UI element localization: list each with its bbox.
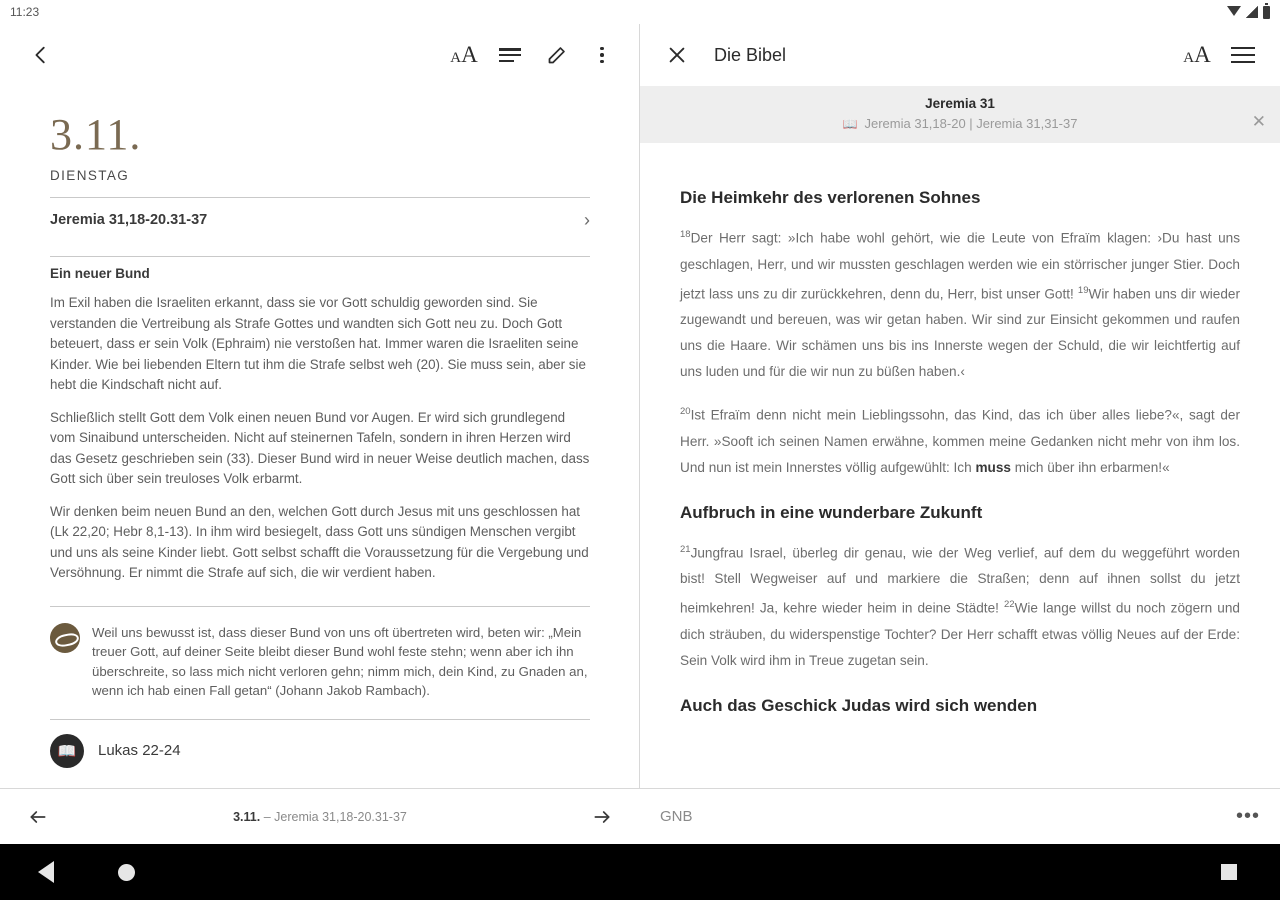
panes-container (0, 24, 1280, 844)
verse-text: Jungfrau Israel, überleg dir genau, wie der Weg verlief, auf dem du weggeführt worden bist! Stell Wegweiser auf und markiere die Straßen; denn auf ihnen sollst du jetzt heimkehren! Ja, kehre wieder heim in deine Städte! (680, 545, 1240, 616)
android-home-icon[interactable] (118, 864, 135, 881)
book-icon: 📖 (842, 116, 858, 131)
bottom-reference-label: Jeremia 31,18-20.31-37 (274, 809, 407, 824)
devotional-paragraph: Im Exil haben die Israeliten erkannt, dass sie vor Gott schuldig geworden sind. Sie verstanden die Vertreibung als Strafe Gottes und wandten sich Gott neu zu. Doch Gott beteuert, dass er sein Volk (Ephraim) nie verstoßen hat. Immer waren die Israeliten seine Kinder. Wie bei liebenden Eltern tut ihm die Strafe selbst weh (20). Sie muss sein, aber sie hebt die Kindschaft nicht auf. (50, 295, 586, 393)
bible-section-heading: Aufbruch in eine wunderbare Zukunft (680, 502, 983, 522)
reading-layout-icon[interactable] (487, 32, 533, 78)
previous-arrow-icon[interactable] (18, 797, 58, 837)
devotional-content (0, 86, 640, 788)
bible-toolbar (640, 24, 1280, 86)
wifi-icon (1227, 6, 1241, 16)
bible-paragraph (680, 537, 1240, 674)
scripture-reference-label: Jeremia 31,18-20.31-37 (50, 212, 208, 229)
scripture-reference-link[interactable] (50, 198, 590, 242)
font-size-icon[interactable]: AA (450, 42, 478, 67)
devotional-pane (0, 24, 640, 844)
bible-pane (640, 24, 1280, 844)
page-title: 3.11. (50, 110, 142, 159)
prayer-text: Weil uns bewusst ist, dass dieser Bund von uns oft übertreten wird, beten wir: „Mein treuer Gott, auf deiner Seite bleibt dieser Bund wohl feste stehn; wenn aber ich ihn überschreite, so lass mich nicht verloren gehn; nimm mich, dein Kind, zu Gnaden an, wenn ich hab einen Fall getan“ (Johann Jakob Rambach). (92, 624, 588, 699)
reference-banner (640, 86, 1280, 143)
bottom-separator: – (260, 809, 275, 824)
font-size-icon[interactable]: AA (1183, 42, 1211, 67)
bible-paragraph (680, 222, 1240, 385)
bible-section-heading: Die Heimkehr des verlorenen Sohnes (680, 188, 981, 207)
verse-number: 18 (680, 229, 691, 240)
bottom-date-label: 3.11. (233, 809, 261, 824)
battery-icon (1263, 6, 1270, 19)
overflow-dots-icon[interactable]: ••• (1235, 805, 1260, 827)
banner-title: Jeremia 31 (925, 96, 995, 111)
bible-title: Die Bibel (714, 44, 787, 65)
back-arrow-icon[interactable] (18, 32, 64, 78)
android-back-icon[interactable] (38, 861, 54, 883)
pencil-icon[interactable] (533, 32, 579, 78)
status-clock: 11:23 (10, 5, 40, 19)
overflow-menu-icon[interactable] (579, 32, 625, 78)
status-icons (1227, 6, 1270, 19)
bible-reading-icon: 📖 (50, 734, 84, 768)
signal-icon (1246, 6, 1258, 18)
prayer-icon (50, 623, 80, 653)
verse-text: Wie lange willst du noch zögern und dich sträuben, du widerspenstige Tochter? Der Herr schafft etwas völlig Neues auf der Erde: Sein Volk wird ihm in Treue zugetan sein. (680, 600, 1240, 668)
status-bar (0, 0, 1280, 24)
verse-emphasis: muss (975, 459, 1011, 475)
chevron-right-icon: › (584, 210, 590, 231)
hamburger-menu-icon[interactable] (1220, 32, 1266, 78)
bible-bottom-bar (640, 788, 1280, 844)
verse-number: 20 (680, 406, 691, 418)
devotional-paragraph: Wir denken beim neuen Bund an den, welchen Gott durch Jesus mit uns geschlossen hat (Lk 22,20; Hebr 8,1-13). In ihm wird besiegelt, dass Gott uns sündigen Menschen vergibt und uns als seine Kinder liebt. Gott selbst schafft die Voraussetzung für die Vergebung und Versöhnung. Er nimmt die Strafe auf sich, die wir verdient haben. (50, 503, 589, 581)
banner-subtitle-row (656, 116, 1264, 131)
verse-text: Ist Efraïm denn nicht mein Lieblingssohn, das Kind, das ich über alles liebe?«, sagt der Herr. »Sooft ich seinen Namen erwähne, kommen meine Gedanken nicht mehr von ihm los. Und nun ist mein Innerstes völlig aufgewühlt: Ich (680, 407, 1240, 475)
devotional-toolbar (0, 24, 639, 86)
next-arrow-icon[interactable] (582, 797, 622, 837)
weekday-label: DIENSTAG (50, 168, 130, 184)
verse-number: 19 (1077, 284, 1089, 296)
verse-number: 22 (1003, 599, 1015, 611)
devotional-heading: Ein neuer Bund (50, 266, 150, 282)
android-nav-bar (0, 844, 1280, 900)
reading-plan-label: Lukas 22-24 (98, 742, 181, 760)
bottom-bar-label (58, 810, 582, 824)
devotional-bottom-bar (0, 788, 640, 844)
verse-number: 21 (680, 543, 691, 555)
bible-content (640, 166, 1280, 788)
bible-paragraph (680, 399, 1240, 481)
close-icon[interactable] (654, 32, 700, 78)
reading-plan-item[interactable] (50, 719, 590, 768)
verse-text: Wir haben uns dir wieder zugewandt und bereuen, was wir getan haben. Wir sind zur Einsicht gekommen und raufen uns die Haare. Wir schämen uns bis ins Innerste wegen der Schuld, die wir leichtfertig auf uns luden und für die wir nun zu büßen haben.‹ (680, 286, 1240, 380)
translation-label[interactable]: GNB (660, 808, 693, 825)
divider-under-reference (50, 256, 590, 257)
verse-text-continued: mich über ihn erbarmen!« (1010, 459, 1170, 475)
prayer-block (50, 606, 590, 701)
devotional-paragraph: Schließlich stellt Gott dem Volk einen neuen Bund vor Augen. Er wird sich grundlegend vom Sinaibund unterscheiden. Nicht auf steinernen Tafeln, sondern in ihren Herzen wird das Gesetz geschrieben sein (33). Dieser Bund wird in neuer Weise deutlich machen, dass Gott sich über sein treuloses Volk erbarmt. (50, 409, 590, 487)
android-recents-icon[interactable] (1221, 864, 1237, 880)
banner-close-icon[interactable]: ✕ (1251, 112, 1266, 131)
verse-text: Der Herr sagt: »Ich habe wohl gehört, wie die Leute von Efraïm klagen: ›Du hast uns geschlagen, Herr, und wir mussten geschlagen werden wie ein störrischer junger Stier. Doch jetzt lass uns zu dir zurückkehren, denn du, Herr, bist unser Gott! (680, 230, 1240, 302)
bible-section-heading: Auch das Geschick Judas wird sich wenden (680, 695, 1038, 715)
banner-subtitle: Jeremia 31,18-20 | Jeremia 31,31-37 (864, 116, 1078, 131)
